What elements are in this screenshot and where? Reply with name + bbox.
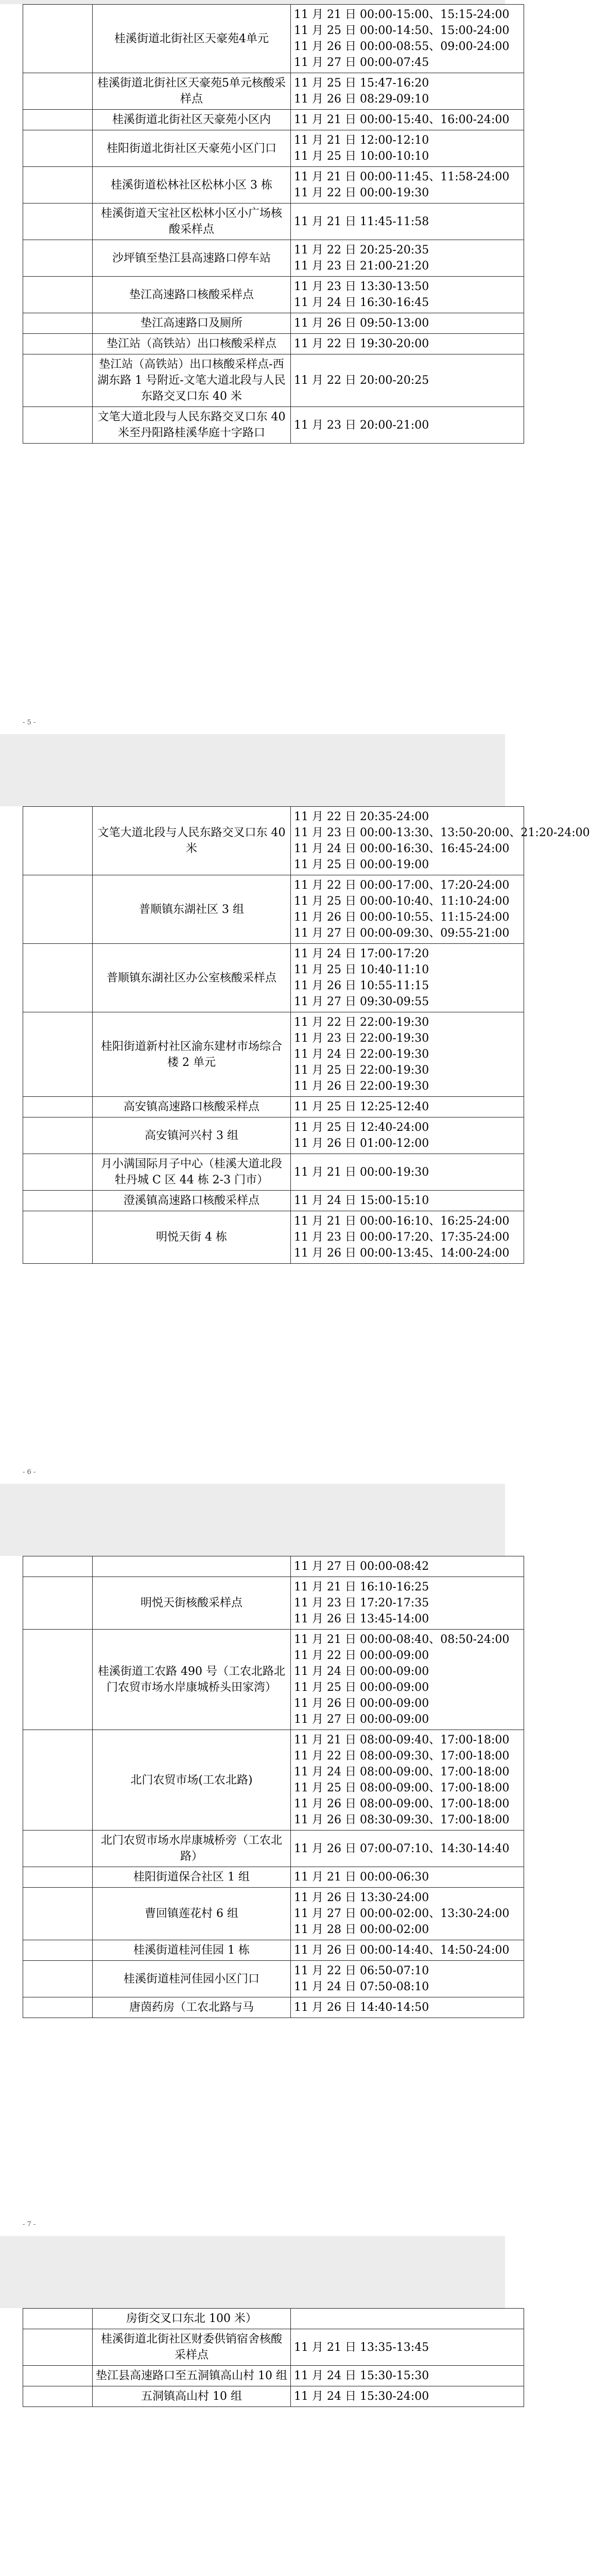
blank-cell (23, 1577, 93, 1630)
time-cell (291, 130, 524, 167)
blank-cell (23, 110, 93, 130)
time-slot: 11 月 26 日 22:00-19:30 (294, 1080, 429, 1093)
time-slot: 11 月 24 日 15:00-15:10 (294, 1194, 429, 1207)
time-cell (291, 1211, 524, 1264)
time-slot: 11 月 28 日 00:00-02:00 (294, 1923, 429, 1936)
time-slot: 11 月 25 日 15:47-16:20 (294, 77, 429, 90)
table-row (23, 1940, 524, 1961)
time-slot: 11 月 22 日 08:00-09:30、17:00-18:00 (294, 1750, 510, 1762)
time-slot: 11 月 26 日 08:00-09:00、17:00-18:00 (294, 1798, 510, 1810)
time-cell (291, 1191, 524, 1211)
time-slot: 11 月 21 日 11:45-11:58 (294, 215, 429, 228)
location-cell: 房街交叉口东北 100 米） (93, 2309, 291, 2329)
time-slot: 11 月 24 日 07:50-08:10 (294, 1980, 429, 1993)
time-slot: 11 月 22 日 06:50-07:10 (294, 1964, 429, 1977)
time-slot: 11 月 22 日 19:30-20:00 (294, 337, 429, 350)
schedule-table (23, 806, 590, 1264)
blank-cell (23, 1940, 93, 1961)
blank-cell (23, 407, 93, 444)
time-slot: 11 月 26 日 13:45-14:00 (294, 1613, 429, 1625)
time-slot: 11 月 22 日 22:00-19:30 (294, 1016, 429, 1029)
blank-cell (23, 334, 93, 354)
time-slot: 11 月 22 日 20:00-20:25 (294, 374, 429, 387)
time-cell (291, 204, 524, 240)
schedule-table (23, 1556, 524, 2018)
time-slot: 11 月 26 日 00:00-10:55、11:15-24:00 (294, 911, 510, 924)
time-slot: 11 月 24 日 08:00-09:00、17:00-18:00 (294, 1766, 510, 1778)
table-row (23, 1888, 524, 1940)
time-slot: 11 月 23 日 00:00-13:30、13:50-20:00、21:20-24:00 (294, 826, 590, 839)
time-cell (291, 2309, 524, 2329)
time-slot: 11 月 26 日 13:30-24:00 (294, 1891, 429, 1904)
time-slot: 11 月 26 日 01:00-12:00 (294, 1137, 429, 1150)
blank-cell (23, 277, 93, 313)
table-row (23, 1997, 524, 2018)
time-slot: 11 月 21 日 00:00-15:40、16:00-24:00 (294, 113, 510, 126)
table-row (23, 1191, 524, 1211)
location-cell (93, 1556, 291, 1577)
table-row (23, 1117, 524, 1154)
table-row (23, 204, 524, 240)
location-cell: 垫江站（高铁站）出口核酸采样点-西湖东路 1 号附近-文笔大道北段与人民东路交叉口东 40 米 (93, 354, 291, 407)
location-cell: 桂溪街道工农路 490 号（工农北路北门农贸市场水岸康城桥头田家湾） (93, 1630, 291, 1730)
time-slot: 11 月 24 日 00:00-16:30、16:45-24:00 (294, 842, 510, 855)
time-slot: 11 月 24 日 15:30-24:00 (294, 2390, 429, 2403)
blank-cell (23, 875, 93, 944)
time-slot: 11 月 26 日 14:40-14:50 (294, 2001, 429, 2014)
blank-cell (23, 2386, 93, 2407)
time-slot: 11 月 26 日 08:30-09:30、17:00-18:00 (294, 1814, 510, 1826)
blank-cell (23, 807, 93, 875)
page-gap (0, 1484, 505, 1556)
location-cell: 桂溪街道北街社区天豪苑5单元核酸采样点 (93, 73, 291, 110)
time-cell (291, 1577, 524, 1630)
time-slot: 11 月 21 日 00:00-11:45、11:58-24:00 (294, 171, 510, 183)
location-cell: 普顺镇东湖社区 3 组 (93, 875, 291, 944)
location-cell: 垫江站（高铁站）出口核酸采样点 (93, 334, 291, 354)
blank-cell (23, 1961, 93, 1997)
table-row (23, 2329, 524, 2366)
time-cell (291, 2366, 524, 2386)
blank-cell (23, 1154, 93, 1191)
time-cell (291, 1867, 524, 1888)
table-row (23, 1211, 524, 1264)
time-slot: 11 月 27 日 09:30-09:55 (294, 995, 429, 1008)
time-cell (291, 944, 524, 1012)
blank-cell (23, 1831, 93, 1867)
time-slot: 11 月 25 日 00:00-14:50、15:00-24:00 (294, 24, 510, 37)
time-slot: 11 月 26 日 10:55-11:15 (294, 979, 429, 992)
table-row (23, 1097, 524, 1117)
location-cell: 桂阳街道北街社区天豪苑小区门口 (93, 130, 291, 167)
table-row (23, 1867, 524, 1888)
blank-cell (23, 2366, 93, 2386)
table-row (23, 875, 524, 944)
table-row (23, 2309, 524, 2329)
location-cell: 明悦天街 4 栋 (93, 1211, 291, 1264)
table-row (23, 1961, 524, 1997)
blank-cell (23, 1867, 93, 1888)
time-slot: 11 月 23 日 22:00-19:30 (294, 1032, 429, 1045)
blank-cell (23, 1211, 93, 1264)
time-cell (291, 1888, 524, 1940)
time-slot: 11 月 21 日 08:00-09:40、17:00-18:00 (294, 1734, 510, 1747)
time-slot: 11 月 21 日 00:00-08:40、08:50-24:00 (294, 1633, 510, 1646)
time-slot: 11 月 21 日 16:10-16:25 (294, 1581, 429, 1594)
time-slot: 11 月 26 日 09:50-13:00 (294, 317, 429, 330)
blank-cell (23, 1097, 93, 1117)
time-slot: 11 月 23 日 17:20-17:35 (294, 1597, 429, 1609)
time-slot: 11 月 25 日 22:00-19:30 (294, 1064, 429, 1077)
blank-cell (23, 1730, 93, 1831)
table-row (23, 2366, 524, 2386)
table-row (23, 5, 524, 73)
time-slot: 11 月 24 日 16:30-16:45 (294, 296, 429, 309)
table-row (23, 407, 524, 444)
blank-cell (23, 1012, 93, 1097)
blank-cell (23, 944, 93, 1012)
table-row (23, 1556, 524, 1577)
location-cell: 沙坪镇至垫江县高速路口停车站 (93, 240, 291, 277)
table-row (23, 73, 524, 110)
location-cell: 桂阳街道新村社区渝东建材市场综合楼 2 单元 (93, 1012, 291, 1097)
time-slot: 11 月 26 日 00:00-08:55、09:00-24:00 (294, 40, 510, 53)
time-cell (291, 1117, 524, 1154)
location-cell: 桂溪街道天宝社区松林小区小广场核酸采样点 (93, 204, 291, 240)
time-slot: 11 月 25 日 10:40-11:10 (294, 963, 429, 976)
time-cell (291, 334, 524, 354)
table-row (23, 1154, 524, 1191)
time-slot: 11 月 21 日 12:00-12:10 (294, 134, 429, 147)
time-slot: 11 月 27 日 00:00-08:42 (294, 1560, 429, 1573)
time-cell (291, 5, 524, 73)
table-row (23, 167, 524, 204)
time-slot: 11 月 22 日 00:00-17:00、17:20-24:00 (294, 879, 510, 892)
time-cell (291, 1961, 524, 1997)
page-gap (0, 734, 505, 806)
time-slot: 11 月 27 日 00:00-09:00 (294, 1713, 429, 1726)
table-row (23, 313, 524, 334)
time-cell (291, 1097, 524, 1117)
blank-cell (23, 1556, 93, 1577)
location-cell: 垫江县高速路口至五洞镇高山村 10 组 (93, 2366, 291, 2386)
location-cell: 桂阳街道保合社区 1 组 (93, 1867, 291, 1888)
time-cell (291, 2329, 524, 2366)
location-cell: 垫江高速路口及厕所 (93, 313, 291, 334)
time-slot: 11 月 27 日 00:00-02:00、13:30-24:00 (294, 1907, 510, 1920)
page-gap (0, 0, 505, 4)
blank-cell (23, 313, 93, 334)
time-cell (291, 313, 524, 334)
blank-cell (23, 240, 93, 277)
time-slot: 11 月 21 日 00:00-16:10、16:25-24:00 (294, 1215, 510, 1228)
location-cell: 明悦天街核酸采样点 (93, 1577, 291, 1630)
location-cell: 唐茵药房（工农北路与马 (93, 1997, 291, 2018)
location-cell: 高安镇高速路口核酸采样点 (93, 1097, 291, 1117)
time-cell (291, 1154, 524, 1191)
schedule-table (23, 4, 524, 444)
location-cell: 垫江高速路口核酸采样点 (93, 277, 291, 313)
time-slot: 11 月 24 日 00:00-09:00 (294, 1665, 429, 1678)
time-slot: 11 月 21 日 00:00-19:30 (294, 1165, 429, 1179)
location-cell: 桂溪街道桂河佳园 1 栋 (93, 1940, 291, 1961)
time-cell (291, 1630, 524, 1730)
time-slot: 11 月 26 日 08:29-09:10 (294, 93, 429, 106)
blank-cell (23, 1630, 93, 1730)
table-row (23, 807, 524, 875)
table-row (23, 334, 524, 354)
time-slot: 11 月 25 日 10:00-10:10 (294, 150, 429, 163)
location-cell: 普顺镇东湖社区办公室核酸采样点 (93, 944, 291, 1012)
table-row (23, 1831, 524, 1867)
time-cell (291, 240, 524, 277)
schedule-table (23, 2308, 524, 2407)
blank-cell (23, 204, 93, 240)
table-row (23, 1012, 524, 1097)
blank-cell (23, 2329, 93, 2366)
location-cell: 北门农贸市场水岸康城桥旁（工农北路） (93, 1831, 291, 1867)
time-slot: 11 月 25 日 00:00-19:00 (294, 858, 429, 871)
time-slot: 11 月 21 日 00:00-06:30 (294, 1871, 429, 1884)
time-cell (291, 1730, 524, 1831)
time-cell (291, 277, 524, 313)
blank-cell (23, 354, 93, 407)
time-slot: 11 月 26 日 00:00-14:40、14:50-24:00 (294, 1944, 510, 1957)
location-cell: 桂溪街道北街社区天豪苑4单元 (93, 5, 291, 73)
location-cell: 北门农贸市场(工农北路) (93, 1730, 291, 1831)
location-cell: 桂溪街道北街社区天豪苑小区内 (93, 110, 291, 130)
time-slot: 11 月 22 日 20:25-20:35 (294, 244, 429, 257)
location-cell: 文笔大道北段与人民东路交叉口东 40 米至丹阳路桂溪华庭十字路口 (93, 407, 291, 444)
blank-cell (23, 1191, 93, 1211)
blank-cell (23, 1888, 93, 1940)
table-row (23, 110, 524, 130)
time-slot: 11 月 25 日 08:00-09:00、17:00-18:00 (294, 1782, 510, 1794)
time-slot: 11 月 23 日 20:00-21:00 (294, 418, 429, 432)
time-cell (291, 407, 524, 444)
time-cell (291, 1831, 524, 1867)
blank-cell (23, 73, 93, 110)
time-slot: 11 月 24 日 22:00-19:30 (294, 1048, 429, 1061)
location-cell: 桂溪街道桂河佳园小区门口 (93, 1961, 291, 1997)
time-slot: 11 月 26 日 07:00-07:10、14:30-14:40 (294, 1842, 510, 1855)
time-slot: 11 月 23 日 13:30-13:50 (294, 280, 429, 293)
time-slot: 11 月 22 日 00:00-09:00 (294, 1649, 429, 1662)
time-cell (291, 875, 524, 944)
time-cell (291, 110, 524, 130)
table-row (23, 944, 524, 1012)
time-cell (291, 354, 524, 407)
blank-cell (23, 130, 93, 167)
table-row (23, 240, 524, 277)
location-cell: 曹回镇莲花村 6 组 (93, 1888, 291, 1940)
time-slot: 11 月 27 日 00:00-07:45 (294, 56, 429, 69)
table-row (23, 1730, 524, 1831)
time-cell (291, 2386, 524, 2407)
location-cell: 桂溪街道松林社区松林小区 3 栋 (93, 167, 291, 204)
time-slot: 11 月 23 日 00:00-17:20、17:35-24:00 (294, 1231, 510, 1244)
time-cell (291, 807, 590, 875)
time-slot: 11 月 26 日 00:00-09:00 (294, 1697, 429, 1710)
time-cell (291, 1997, 524, 2018)
time-cell (291, 167, 524, 204)
time-slot: 11 月 21 日 13:35-13:45 (294, 2341, 429, 2354)
blank-cell (23, 2309, 93, 2329)
blank-cell (23, 5, 93, 73)
time-slot: 11 月 22 日 00:00-19:30 (294, 187, 429, 199)
table-row (23, 130, 524, 167)
blank-cell (23, 1997, 93, 2018)
page-gap (0, 2236, 505, 2308)
time-slot: 11 月 27 日 00:00-09:30、09:55-21:00 (294, 927, 510, 940)
location-cell: 澄溪镇高速路口核酸采样点 (93, 1191, 291, 1211)
time-slot: 11 月 25 日 00:00-10:40、11:10-24:00 (294, 895, 510, 908)
table-row (23, 354, 524, 407)
time-slot: 11 月 24 日 17:00-17:20 (294, 947, 429, 960)
table-row (23, 1630, 524, 1730)
time-slot: 11 月 25 日 12:40-24:00 (294, 1121, 429, 1134)
time-cell (291, 1940, 524, 1961)
time-slot: 11 月 21 日 00:00-15:00、15:15-24:00 (294, 8, 510, 21)
table-row (23, 2386, 524, 2407)
time-slot: 11 月 25 日 12:25-12:40 (294, 1100, 429, 1113)
time-cell (291, 1556, 524, 1577)
time-slot: 11 月 25 日 00:00-09:00 (294, 1681, 429, 1694)
location-cell: 五洞镇高山村 10 组 (93, 2386, 291, 2407)
location-cell: 月小满国际月子中心（桂溪大道北段牡丹城 C 区 44 栋 2-3 门市） (93, 1154, 291, 1191)
location-cell: 桂溪街道北街社区财委供销宿舍核酸采样点 (93, 2329, 291, 2366)
location-cell: 文笔大道北段与人民东路交叉口东 40 米 (93, 807, 291, 875)
blank-cell (23, 1117, 93, 1154)
time-cell (291, 73, 524, 110)
time-slot: 11 月 24 日 15:30-15:30 (294, 2369, 429, 2382)
location-cell: 高安镇河兴村 3 组 (93, 1117, 291, 1154)
table-row (23, 277, 524, 313)
blank-cell (23, 167, 93, 204)
time-slot: 11 月 23 日 21:00-21:20 (294, 260, 429, 273)
time-slot: 11 月 22 日 20:35-24:00 (294, 810, 429, 823)
time-slot: 11 月 26 日 00:00-13:45、14:00-24:00 (294, 1247, 510, 1260)
table-row (23, 1577, 524, 1630)
time-cell (291, 1012, 524, 1097)
